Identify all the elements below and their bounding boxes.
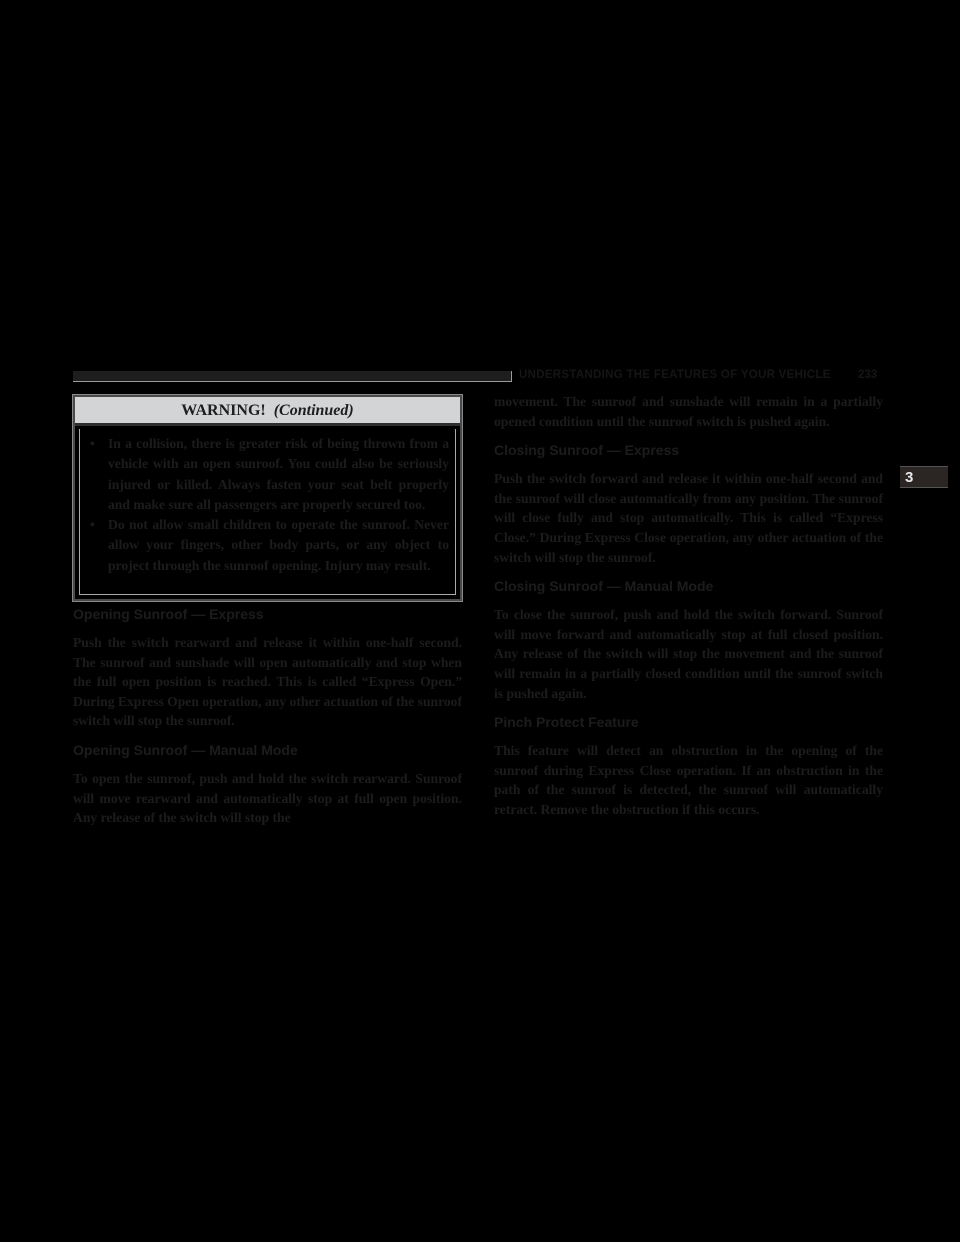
warning-list [80,429,455,576]
header-rule [73,371,512,382]
warning-subtitle: (Continued) [273,402,354,419]
continued-paragraph: movement. The sunroof and sunshade will remain in a partially opened condition until the sunroof switch is pushed again. [494,394,883,429]
chapter-tab [900,466,948,488]
right-column [494,392,883,830]
warning-item: • Do not allow small children to operate the sunroof. Never allow your fingers, other body parts, or any object to project through the sunroof opening. Injury may result. [88,515,449,576]
warning-body [79,429,456,595]
section-heading-closing-manual: Closing Sunroof — Manual Mode [494,578,714,595]
warning-box [73,395,462,601]
section-body-closing-manual: To close the sunroof, push and hold the switch forward. Sunroof will move forward and automatically stop at full closed position. Any release of the switch will stop the movement and the sunroof will remain in a partially closed condition until the sunroof switch is pushed again. [494,607,883,701]
section-body-pinch-protect: This feature will detect an obstruction in the opening of the sunroof during Express Close operation. If an obstruction in the path of the sunroof is detected, the sunroof will automatically retract. Remove the obstruction if this occurs. [494,743,883,817]
warning-item: • In a collision, there is greater risk of being thrown from a vehicle with an open sunroof. You could also be seriously injured or killed. Always fasten your seat belt properly and make sure all passengers are properly secured too. [88,434,449,515]
left-column [73,605,462,838]
chapter-number: 3 [905,469,914,486]
section-heading-pinch-protect: Pinch Protect Feature [494,714,639,731]
section-body-closing-express: Push the switch forward and release it within one-half second and the sunroof will close automatically from any position. The sunroof will close fully and stop automatically. This is called “Express Close.” During Express Close operation, any other actuation of the switch will stop the sunroof. [494,471,883,565]
section-heading-opening-express: Opening Sunroof — Express [73,606,264,622]
section-body-opening-manual: To open the sunroof, push and hold the switch rearward. Sunroof will move rearward and automatically stop at full open position. Any release of the switch will stop the [73,770,462,826]
page-number: 233 [858,369,878,381]
warning-title: WARNING! [181,402,266,419]
warning-header [75,397,460,426]
section-body-opening-express: Push the switch rearward and release it within one-half second. The sunroof and sunshade will open automatically and stop when the full open position is reached. This is called “Express Open.” During Express Open operation, any other actuation of the sunroof switch will stop the sunroof. [73,635,462,729]
running-header-title: UNDERSTANDING THE FEATURES OF YOUR VEHICLE [519,369,831,381]
section-heading-closing-express: Closing Sunroof — Express [494,442,680,459]
section-heading-opening-manual: Opening Sunroof — Manual Mode [73,741,298,758]
